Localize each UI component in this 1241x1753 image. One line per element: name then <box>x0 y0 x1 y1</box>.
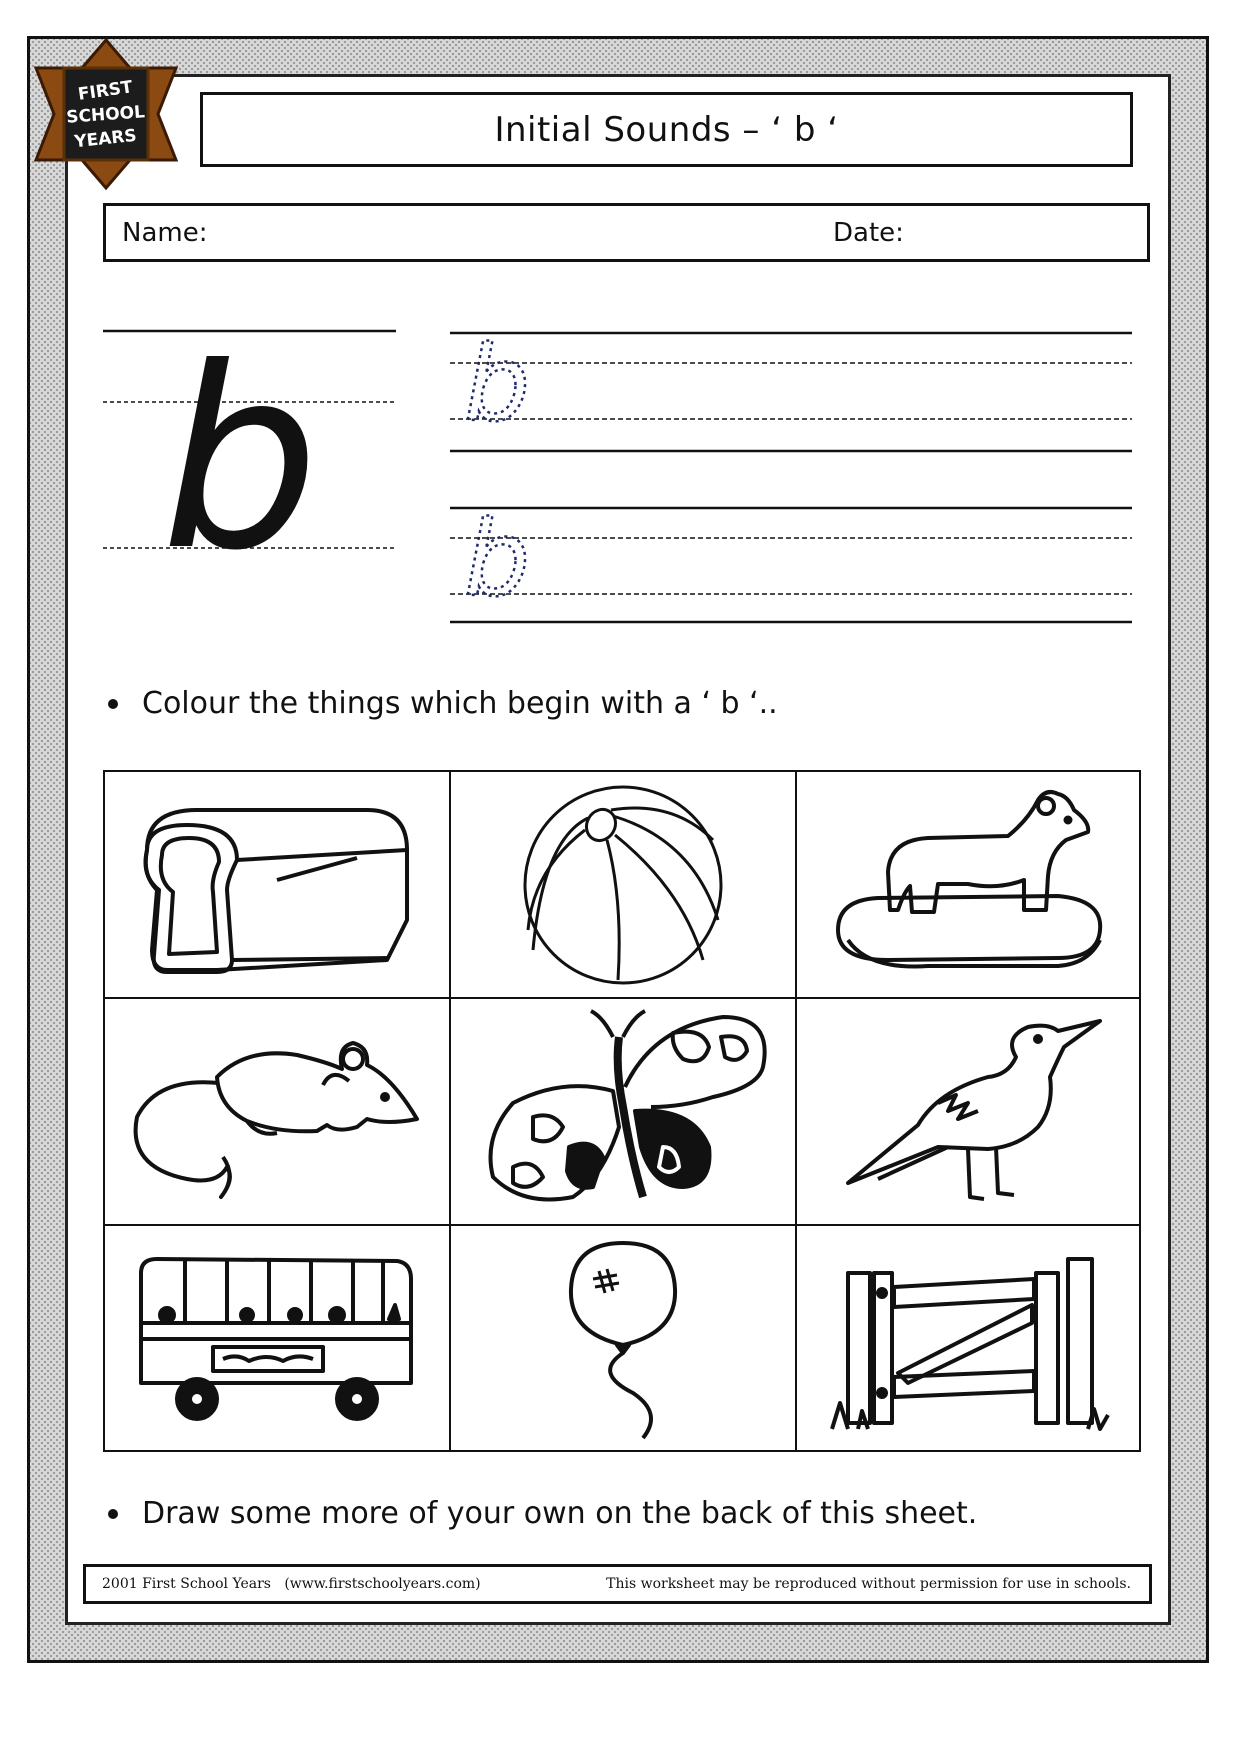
mouse-icon <box>127 1007 427 1217</box>
picture-cell-balloon[interactable] <box>451 1226 797 1450</box>
logo-line-3: YEARS <box>73 125 138 153</box>
picture-cell-bird[interactable] <box>797 999 1139 1226</box>
footer-copyright: 2001 First School Years (www.firstschoolyears.com) <box>102 1576 481 1592</box>
instruction-draw-text: Draw some more of your own on the back of this sheet. <box>142 1496 978 1531</box>
instruction-draw <box>108 1496 977 1531</box>
picture-cell-ball[interactable] <box>451 772 797 999</box>
gate-icon <box>818 1233 1118 1443</box>
picture-cell-mouse[interactable] <box>105 999 451 1226</box>
ball-icon <box>473 780 773 990</box>
bird-icon <box>818 1007 1118 1217</box>
picture-cell-butterfly[interactable] <box>451 999 797 1226</box>
picture-cell-gate[interactable] <box>797 1226 1139 1450</box>
bus-icon <box>127 1233 427 1443</box>
name-label: Name: <box>122 218 208 248</box>
footer-box <box>83 1564 1152 1604</box>
trace-letter-1[interactable]: b <box>463 323 531 445</box>
picture-cell-bus[interactable] <box>105 1226 451 1450</box>
logo-line-1: FIRST <box>76 77 134 105</box>
page-title: Initial Sounds – ‘ b ‘ <box>494 109 839 150</box>
logo-line-2: SCHOOL <box>65 102 146 128</box>
bread-icon <box>127 780 427 990</box>
balloon-icon <box>473 1233 773 1443</box>
footer-permission: This worksheet may be reproduced without permission for use in schools. <box>606 1576 1131 1592</box>
bullet-icon <box>108 699 118 709</box>
model-letter: b <box>160 314 320 605</box>
picture-grid <box>103 770 1141 1452</box>
butterfly-icon <box>473 1007 773 1217</box>
date-label: Date: <box>833 218 904 248</box>
picture-cell-bear[interactable] <box>797 772 1139 999</box>
picture-cell-bread[interactable] <box>105 772 451 999</box>
instruction-colour <box>108 686 778 721</box>
trace-letter-2[interactable]: b <box>463 498 531 620</box>
instruction-colour-text: Colour the things which begin with a ‘ b ‘.. <box>142 686 778 721</box>
bullet-icon <box>108 1509 118 1519</box>
bear-icon <box>818 780 1118 990</box>
